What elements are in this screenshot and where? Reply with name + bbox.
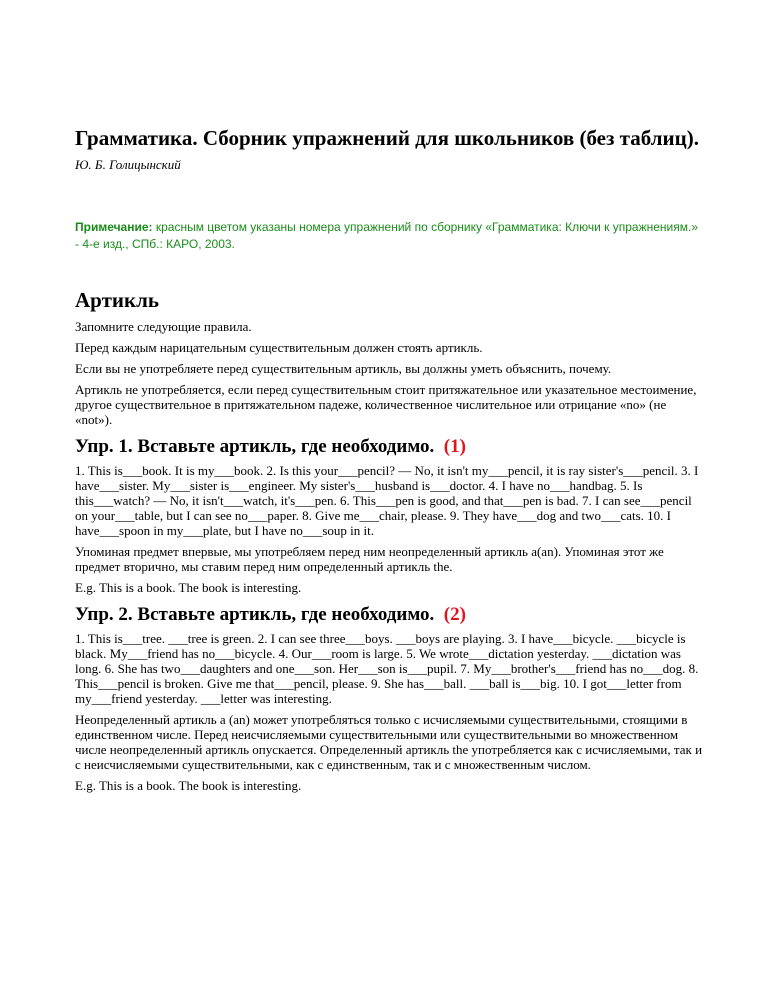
section-title: Артикль — [75, 288, 159, 312]
note-block — [75, 219, 705, 253]
exercise-1-title: Упр. 1. Вставьте артикль, где необходимо. — [75, 436, 435, 457]
exercise-1-example: E.g. This is a book. The book is interesting. — [75, 580, 302, 595]
rule-paragraph: Перед каждым нарицательным существительным должен стоять артикль. — [75, 340, 483, 355]
exercise-1-explanation: Упоминая предмет впервые, мы употребляем перед ним неопределенный артикль a(an). Упоминая этот же предмет вторично, мы ставим перед ним определенный артикль the. — [75, 544, 664, 574]
document-content — [75, 125, 705, 799]
exercise-2-example: E.g. This is a book. The book is interesting. — [75, 778, 302, 793]
exercise-1-text: 1. This is___book. It is my___book. 2. Is this your___pencil? — No, it isn't my___pencil, it is ray sister's___pencil. 3. I have___sister. My___sister is___engineer. My sister's___husband is___doctor. 4. I have no___handbag. 5. Is this___watch? — No, it isn't___watch, it's___pen. 6. This___pen is good, and that___pen is bad. 7. I can see___pencil on your___table, but I can see no___paper. 8. Give me___chair, please. 9. They have___dog and two___cats. 10. I have___spoon in my___plate, but I have no___soup in it. — [75, 463, 699, 538]
exercise-2-key-number: (2) — [443, 604, 466, 625]
exercise-2-title: Упр. 2. Вставьте артикль, где необходимо. — [75, 604, 435, 625]
note-label: Примечание: — [75, 220, 153, 234]
author-name: Ю. Б. Голицынский — [75, 157, 181, 172]
rule-paragraph: Артикль не употребляется, если перед существительным стоит притяжательное или указательное местоимение, другое существительное в притяжательном падеже, количественное числительное или отрицание «no» (не «not»). — [75, 382, 697, 427]
rule-paragraph: Запомните следующие правила. — [75, 319, 252, 334]
exercise-1-key-number: (1) — [443, 436, 466, 457]
exercise-2-text: 1. This is___tree. ___tree is green. 2. I can see three___boys. ___boys are playing. 3. I have___bicycle. ___bicycle is black. My___friend has no___bicycle. 4. Our___room is large. 5. We wrote___dictation yesterday. ___dictation was long. 6. She has two___daughters and one___son. Her___son is___pupil. 7. My___brother's___friend has no___dog. 8. This___pencil is broken. Give me that___pencil, please. 9. She has___ball. ___ball is___big. 10. I got___letter from my___friend yesterday. ___letter was interesting. — [75, 631, 699, 706]
exercise-2-explanation: Неопределенный артикль a (an) может употребляться только с исчисляемыми существительными, стоящими в единственном числе. Перед неисчисляемыми существительными или существительными во множественном числе неопределенный артикль опускается. Определенный артикль the употребляется как с исчисляемыми, так и с неисчисляемыми существительными, как с единственным, так и с множественным числом. — [75, 712, 703, 772]
exercise-2-heading — [75, 603, 705, 627]
rule-paragraph: Если вы не употребляете перед существительным артикль, вы должны уметь объяснить, почему. — [75, 361, 612, 376]
exercise-1-heading — [75, 435, 705, 459]
document-title: Грамматика. Сборник упражнений для школьников (без таблиц). — [75, 126, 699, 150]
note-text: красным цветом указаны номера упражнений по сборнику «Грамматика: Ключи к упражнениям.» - 4-е изд., СПб.: КАРО, 2003. — [75, 220, 699, 251]
